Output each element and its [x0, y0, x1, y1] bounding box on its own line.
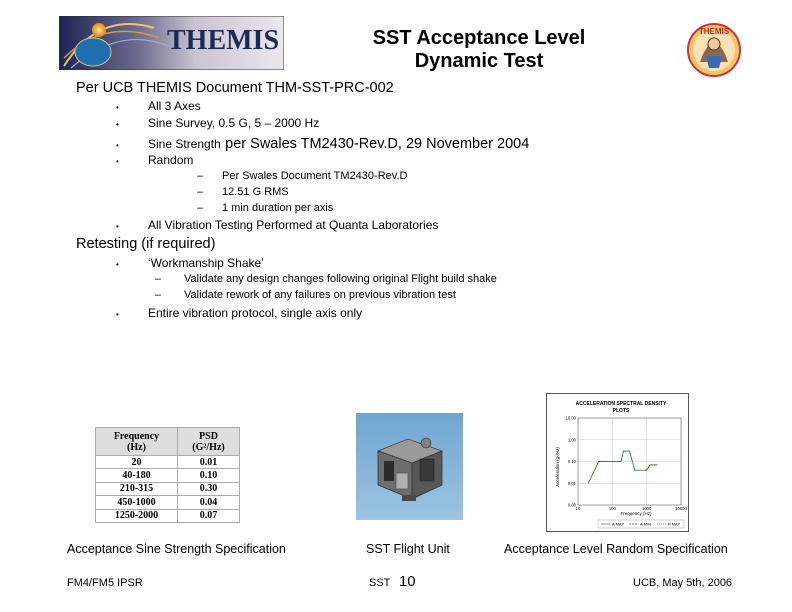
- data-point: [629, 451, 630, 452]
- data-point: [588, 483, 589, 484]
- psd-specification-table: [95, 427, 240, 523]
- table-header-psd: [178, 428, 240, 456]
- bullet-workmanship-shake: ‘Workmanship Shake’: [148, 256, 264, 270]
- table-cell: 20: [96, 456, 178, 469]
- header-frequency-line1: Frequency: [113, 430, 160, 442]
- dash: –: [155, 273, 162, 285]
- dash: –: [197, 170, 204, 182]
- footer-center-label: SST: [369, 577, 391, 589]
- section-heading-retesting: Retesting (if required): [76, 236, 216, 252]
- table-row: [96, 469, 240, 482]
- x-tick-label: 100: [608, 506, 616, 511]
- sub-bullet-swales-doc: Per Swales Document TM2430-Rev.D: [222, 170, 408, 182]
- bullet: •: [116, 141, 119, 150]
- table-cell: 450-1000: [96, 496, 178, 509]
- table-row: [96, 496, 240, 509]
- bullet-all-3-axes: All 3 Axes: [148, 99, 201, 113]
- data-point: [623, 451, 624, 452]
- bullet: •: [116, 120, 119, 129]
- bullet-entire-protocol: Entire vibration protocol, single axis only: [148, 306, 363, 320]
- bullet-quanta-labs: All Vibration Testing Performed at Quanta Laboratories: [148, 218, 439, 232]
- dash: –: [155, 289, 162, 301]
- table-cell: 0.07: [178, 509, 240, 522]
- section-heading-ucb-doc: Per UCB THEMIS Document THM-SST-PRC-002: [76, 80, 394, 96]
- page-title-line-1: SST Acceptance Level: [372, 27, 586, 49]
- sub-bullet-validate-design: Validate any design changes following original Flight build shake: [184, 273, 497, 285]
- data-point: [598, 461, 599, 462]
- acceleration-spectral-density-graph: [546, 393, 689, 532]
- legend-label: P-MAX: [668, 522, 681, 527]
- data-point: [649, 464, 650, 465]
- bullet-sine-strength: [148, 135, 529, 153]
- themis-logo: [59, 16, 284, 70]
- data-point: [621, 461, 622, 462]
- bullet-random: Random: [148, 153, 194, 167]
- data-point: [634, 470, 635, 471]
- graph-x-axis-label: Frequency (Hz): [620, 511, 652, 516]
- bullet: •: [116, 103, 119, 112]
- header-psd-line2: (G²/Hz): [192, 441, 225, 453]
- y-tick-label: 0.00: [567, 502, 576, 508]
- data-point: [657, 464, 658, 465]
- graph-title-line1: ACCELERATION SPECTRAL DENSITY: [575, 401, 667, 407]
- legend-label: A-MIN: [640, 522, 651, 527]
- footer-left: FM4/FM5 IPSR: [67, 577, 143, 589]
- page-number: 10: [398, 573, 416, 590]
- logo-text: THEMIS: [167, 25, 280, 56]
- footer-right: UCB, May 5th, 2006: [633, 577, 733, 589]
- table-row: [96, 509, 240, 522]
- themis-mascot-logo: [686, 22, 742, 78]
- footer-center: [369, 573, 416, 591]
- header-frequency-line2: (Hz): [127, 441, 146, 453]
- table-cell: 1250-2000: [96, 509, 178, 522]
- bullet: •: [116, 260, 119, 269]
- graph-grid: [578, 418, 681, 505]
- data-point: [646, 470, 647, 471]
- table-row: [96, 482, 240, 495]
- sine-strength-reference: per Swales TM2430-Rev.D, 29 November 2004: [225, 136, 530, 152]
- y-tick-label: 0.01: [567, 480, 576, 486]
- graph-legend: [598, 520, 684, 528]
- bullet: •: [116, 222, 119, 231]
- table-cell: 0.01: [178, 456, 240, 469]
- table-cell: 0.04: [178, 496, 240, 509]
- mascot-text: THEMIS: [698, 27, 730, 36]
- dash: –: [197, 186, 204, 198]
- sub-bullet-duration: 1 min duration per axis: [222, 202, 334, 214]
- page-title-line-2: Dynamic Test: [414, 50, 544, 72]
- x-tick-label: 10: [575, 506, 581, 511]
- table-header-frequency: [96, 428, 178, 456]
- table-cell: 210-315: [96, 482, 178, 495]
- x-tick-label: 10000: [675, 506, 687, 511]
- bullet-sine-survey: Sine Survey, 0.5 G, 5 – 2000 Hz: [148, 116, 320, 130]
- legend-label: A-MAX: [612, 522, 625, 527]
- dash: –: [197, 202, 204, 214]
- header-psd-line1: PSD: [199, 430, 218, 442]
- caption-sine-strength: Acceptance Sine Strength Specification: [67, 542, 286, 556]
- sine-strength-label: Sine Strength: [148, 137, 221, 151]
- bullet: •: [116, 310, 119, 319]
- sub-bullet-validate-rework: Validate rework of any failures on previous vibration test: [184, 289, 456, 301]
- graph-title-line2: PLOTS: [612, 408, 630, 414]
- x-tick-label: 1000: [642, 506, 652, 511]
- caption-random-spec: Acceptance Level Random Specification: [504, 542, 728, 556]
- table-cell: 40-180: [96, 469, 178, 482]
- caption-sst-flight-unit: SST Flight Unit: [366, 542, 450, 556]
- y-tick-label: 10.00: [565, 415, 576, 421]
- table-cell: 0.30: [178, 482, 240, 495]
- y-tick-label: 0.10: [567, 459, 576, 464]
- sub-bullet-grms: 12.51 G RMS: [222, 186, 289, 198]
- bullet: •: [116, 157, 119, 166]
- graph-y-axis-label: Acceleration (g²/Hz): [555, 447, 560, 487]
- table-cell: 0.10: [178, 469, 240, 482]
- sst-flight-unit-photo: [356, 413, 463, 520]
- table-row: [96, 456, 240, 469]
- y-tick-label: 1.00: [567, 437, 576, 443]
